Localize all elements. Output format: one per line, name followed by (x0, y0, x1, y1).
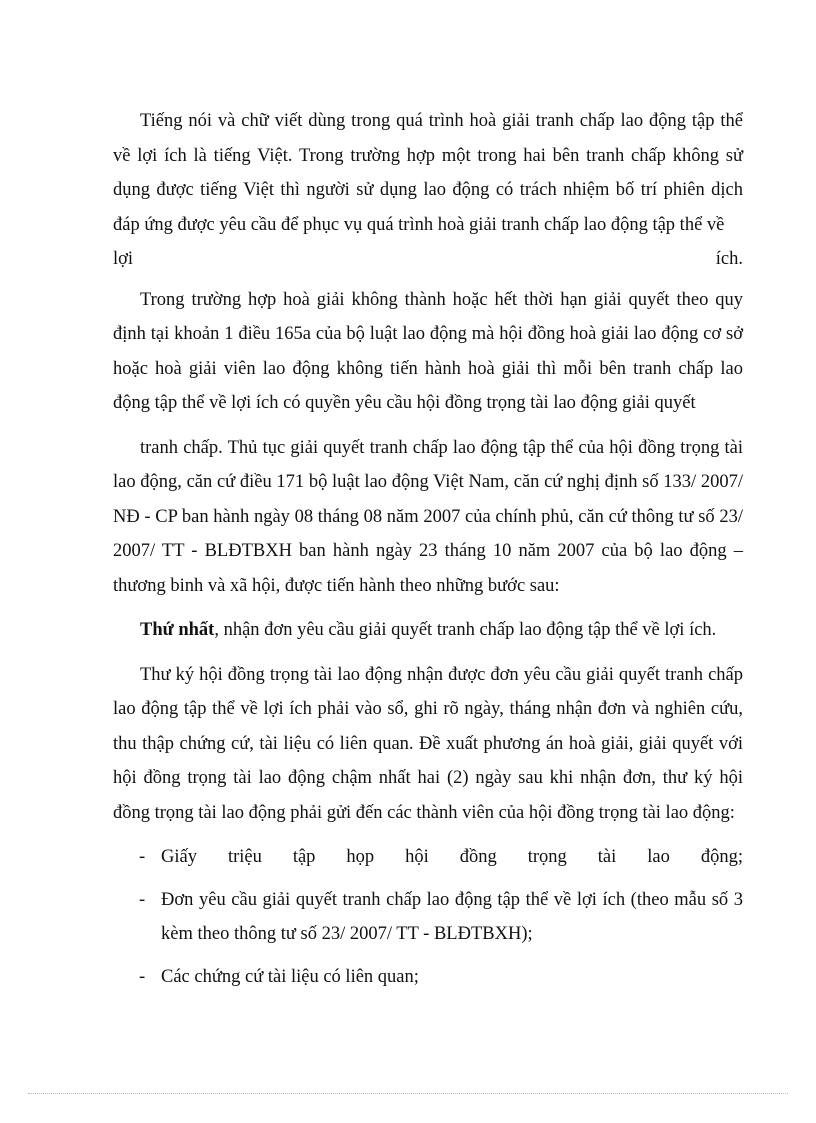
list-item (113, 960, 743, 995)
list-item (113, 883, 743, 952)
bullet-marker: - (139, 889, 146, 910)
paragraph-language-text: Tiếng nói và chữ viết dùng trong quá trình hoà giải tranh chấp lao động tập thể về lợi ích là tiếng Việt. Trong trường hợp một trong hai bên tranh chấp không sử dụng được tiếng Việt thì người sử dụng lao động có trách nhiệm bố trí phiên dịch đáp ứng được yêu cầu để phục vụ quá trình hoà giải tranh chấp lao động tập thể về (113, 111, 743, 235)
page-bottom-rule (28, 1093, 788, 1094)
bullet-marker: - (139, 847, 146, 867)
paragraph-failed-mediation: Trong trường hợp hoà giải không thành hoặc hết thời hạn giải quyết theo quy định tại khoản 1 điều 165a của bộ luật lao động mà hội đồng hoà giải lao động cơ sở hoặc hoà giải viên lao động không tiến hành hoà giải thì mỗi bên tranh chấp lao động tập thể về lợi ích có quyền yêu cầu hội đồng trọng tài lao động giải quyết (113, 289, 743, 413)
paragraph-first-step (113, 613, 743, 648)
list-item (113, 840, 743, 875)
documents-list (113, 840, 743, 994)
paragraph-language-last-right: ích. (715, 249, 743, 269)
paragraph-language (113, 104, 743, 277)
paragraph-procedure: tranh chấp. Thủ tục giải quyết tranh chấp lao động tập thể của hội đồng trọng tài lao động, căn cứ điều 171 bộ luật lao động Việt Nam, căn cứ nghị định số 133/ 2007/ NĐ - CP ban hành ngày 08 tháng 08 năm 2007 của chính phủ, căn cứ thông tư số 23/ 2007/ TT - BLĐTBXH ban hành ngày 23 tháng 10 năm 2007 của bộ lao động – thương binh và xã hội, được tiến hành theo những bước sau: (113, 437, 743, 596)
list-item-text: Các chứng cứ tài liệu có liên quan; (161, 966, 419, 987)
first-step-text: , nhận đơn yêu cầu giải quyết tranh chấp lao động tập thể về lợi ích. (214, 620, 717, 640)
paragraph-secretary: Thư ký hội đồng trọng tài lao động nhận được đơn yêu cầu giải quyết tranh chấp lao động tập thể về lợi ích phải vào sổ, ghi rõ ngày, tháng nhận đơn và nghiên cứu, thu thập chứng cứ, tài liệu có liên quan. Đề xuất phương án hoà giải, giải quyết với hội đồng trọng tài lao động chậm nhất hai (2) ngày sau khi nhận đơn, thư ký hội đồng trọng tài lao động phải gửi đến các thành viên của hội đồng trọng tài lao động: (113, 664, 743, 823)
first-step-heading: Thứ nhất (140, 620, 215, 640)
paragraph-language-last-line (113, 242, 743, 277)
bullet-marker: - (139, 966, 146, 987)
paragraph-language-last-left: lợi (113, 249, 134, 269)
list-item-text: Giấy triệu tập họp hội đồng trọng tài lao động; (161, 847, 743, 867)
document-body (113, 104, 743, 1002)
list-item-text: Đơn yêu cầu giải quyết tranh chấp lao động tập thể về lợi ích (theo mẫu số 3 kèm theo thông tư số 23/ 2007/ TT - BLĐTBXH); (161, 889, 743, 944)
